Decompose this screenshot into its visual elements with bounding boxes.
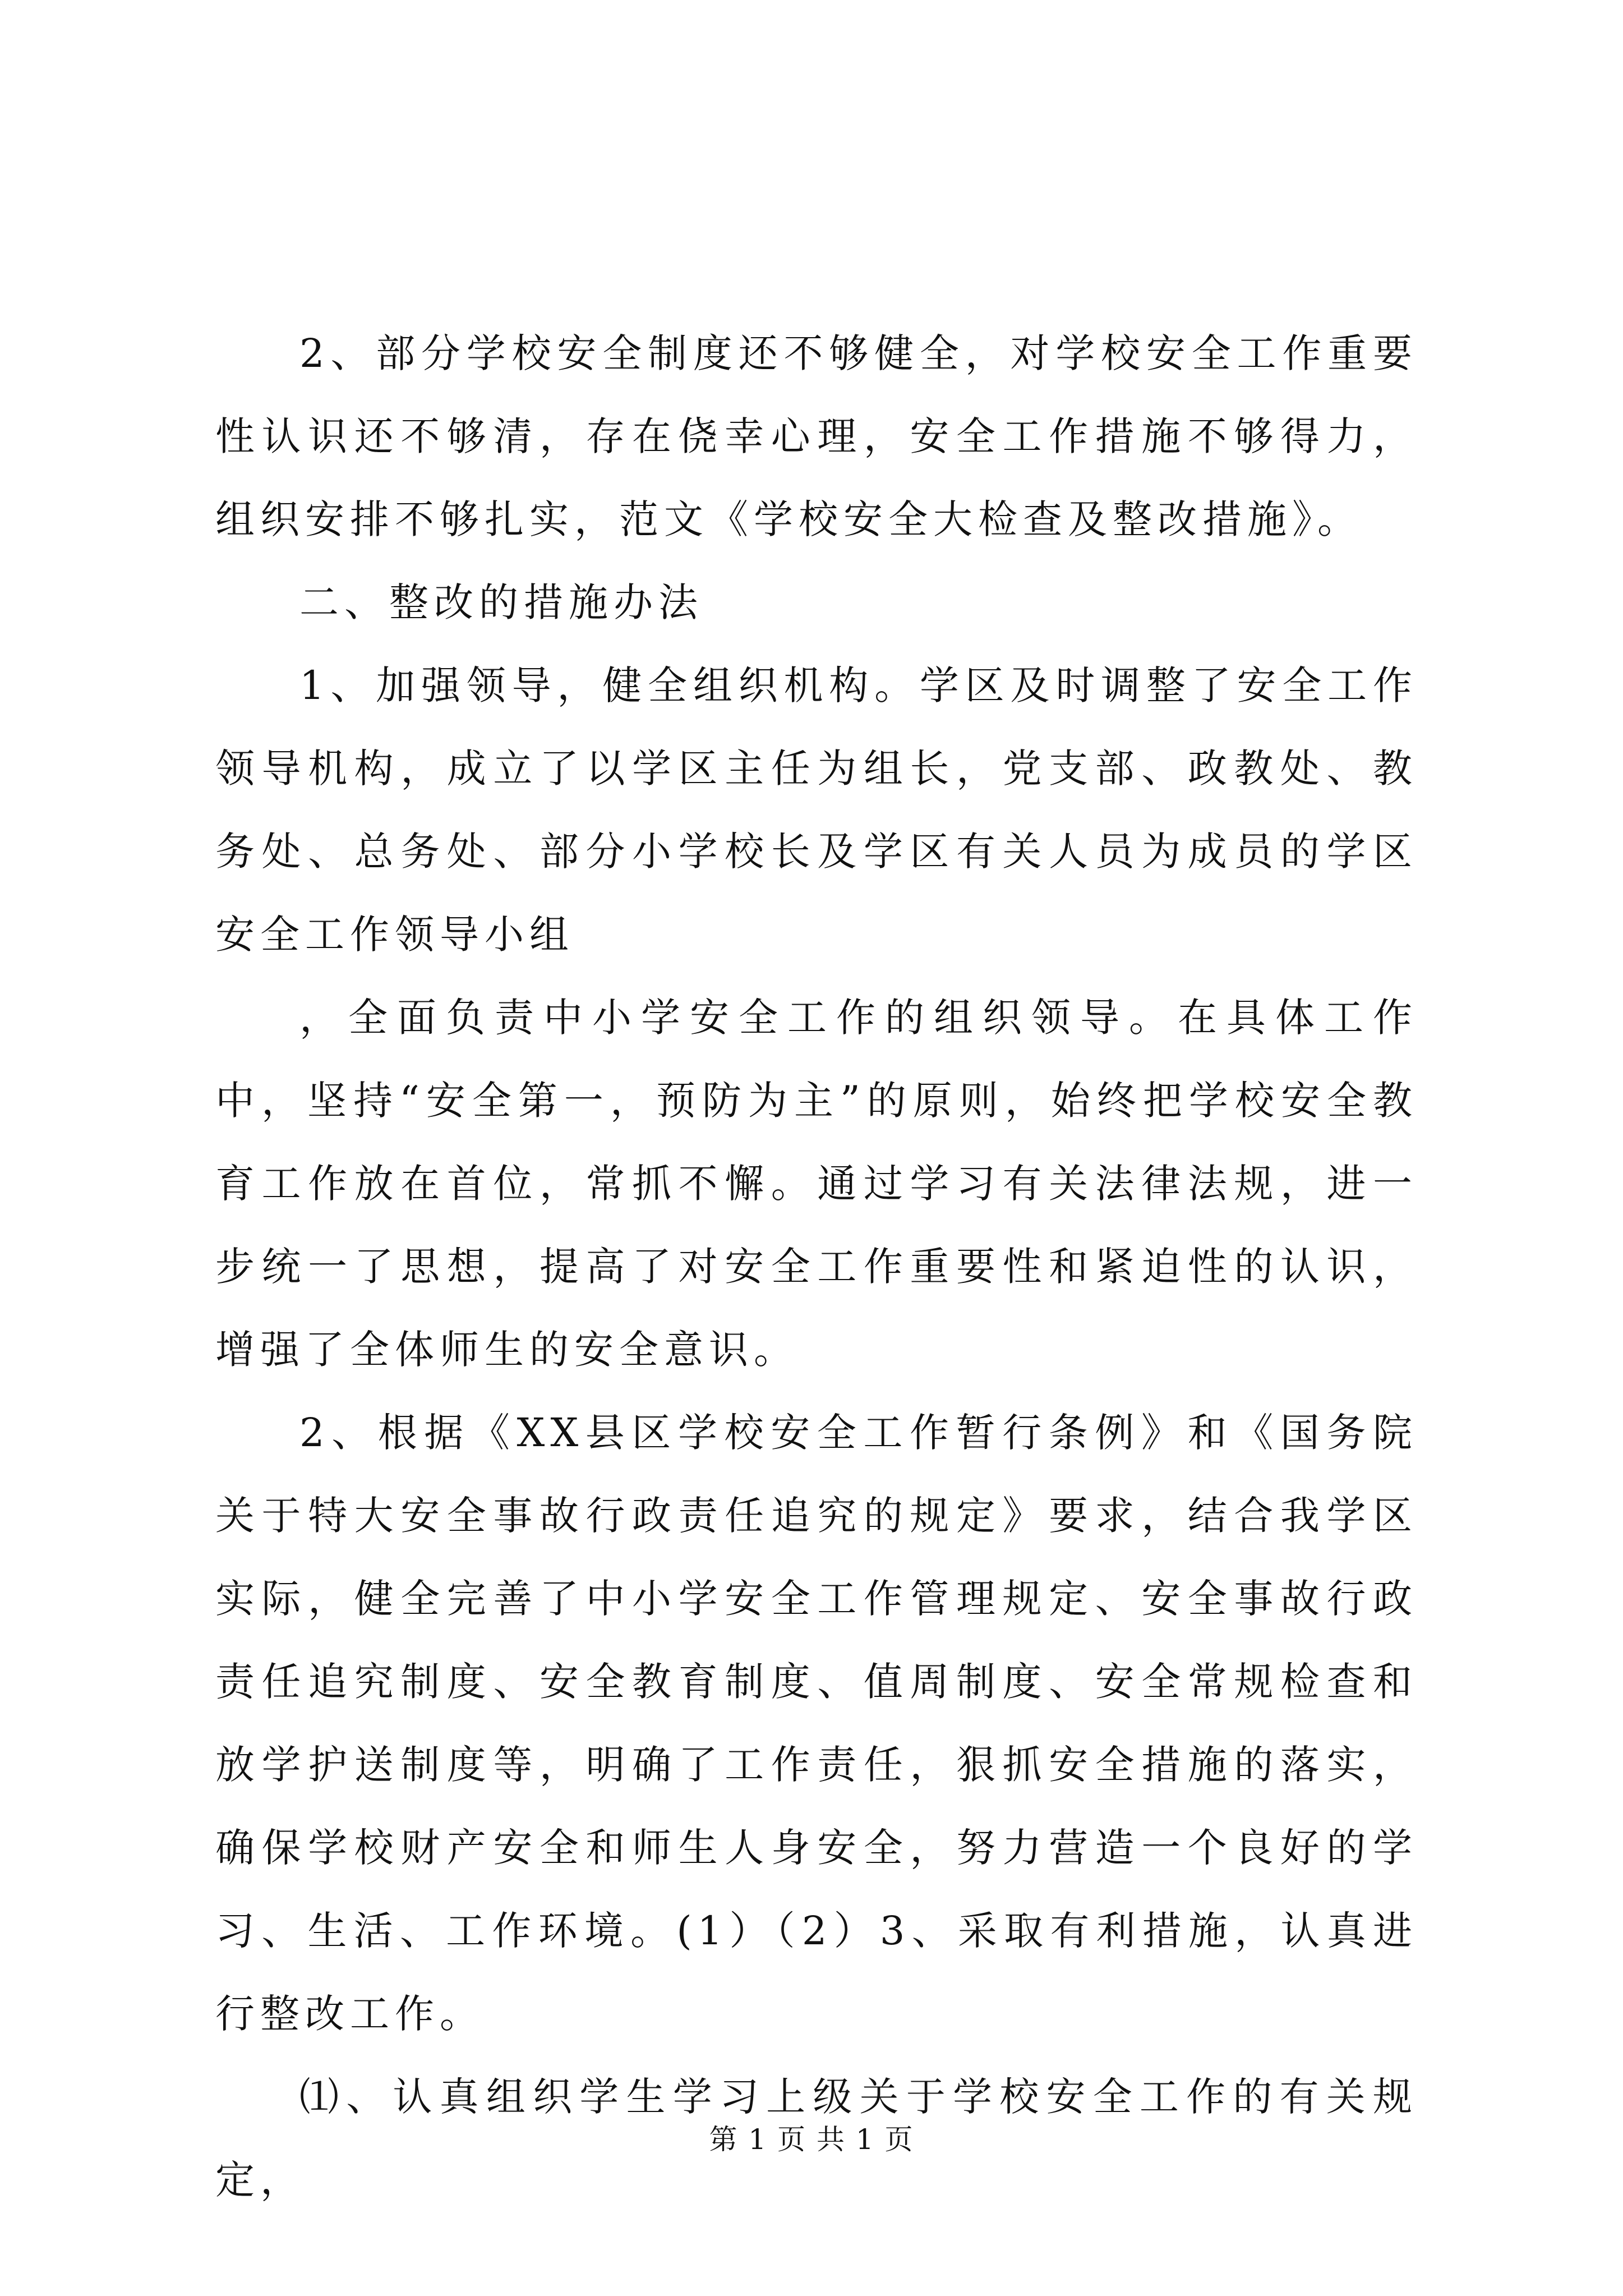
page-footer: 第 1 页 共 1 页 [709, 2123, 914, 2156]
document-body [215, 312, 1418, 2221]
paragraph-3: 1、加强领导，健全组织机构。学区及时调整了安全工作领导机构，成立了以学区主任为组长，党支部、政教处、教务处、总务处、部分小学校长及学区有关人员为成员的学区安全工作领导小组 [215, 662, 1418, 958]
paragraph-2-heading: 二、整改的措施办法 [299, 579, 703, 625]
paragraph-5: 2、根据《XX县区学校安全工作暂行条例》和《国务院关于特大安全事故行政责任追究的规定》要求，结合我学区实际，健全完善了中小学安全工作管理规定、安全事故行政责任追究制度、安全教育制度、值周制度、安全常规检查和放学护送制度等，明确了工作责任，狠抓安全措施的落实，确保学校财产安全和师生人身安全，努力营造一个良好的学习、生活、工作环境。(1）（2）3、采取有利措施，认真进行整改工作。 [215, 1410, 1418, 2037]
paragraph-6: ⑴、认真组织学生学习上级关于学校安全工作的有关规定， [215, 2074, 1418, 2203]
paragraph-1: 2、部分学校安全制度还不够健全，对学校安全工作重要性认识还不够清，存在侥幸心理，安全工作措施不够得力，组织安排不够扎实，范文《学校安全大检查及整改措施》。 [215, 330, 1418, 542]
paragraph-4: ，全面负责中小学安全工作的组织领导。在具体工作中，坚持“安全第一，预防为主”的原则，始终把学校安全教育工作放在首位，常抓不懈。通过学习有关法律法规，进一步统一了思想，提高了对安全工作重要性和紧迫性的认识，增强了全体师生的安全意识。 [215, 995, 1418, 1373]
